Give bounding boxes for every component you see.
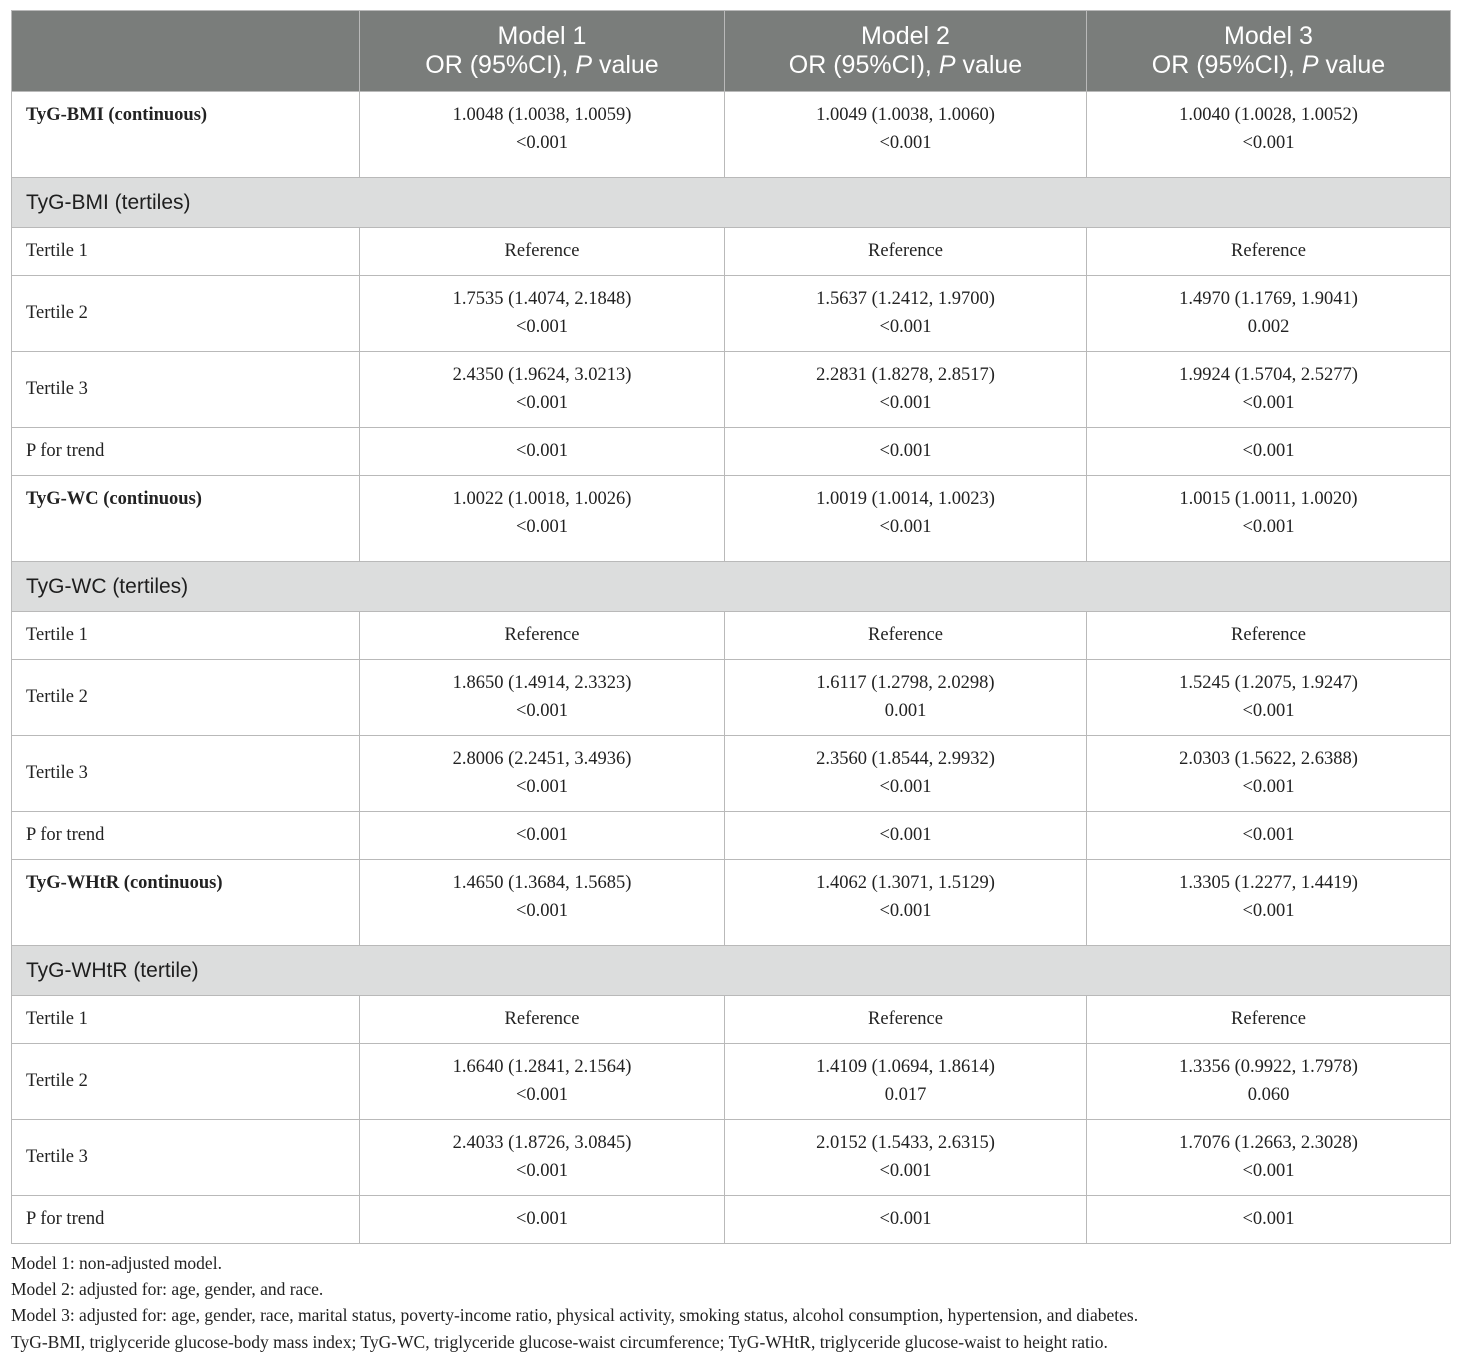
row-label: Tertile 3 <box>12 1120 360 1196</box>
row-label: TyG-WHtR (continuous) <box>12 860 360 946</box>
cell-model-3 <box>1087 92 1451 178</box>
table-row-whtr-p-trend <box>12 1196 1451 1244</box>
section-heading: TyG-WC (tertiles) <box>12 562 1451 612</box>
or-value: 1.9924 (1.5704, 2.5277) <box>1179 365 1358 385</box>
cell-model-3 <box>1087 476 1451 562</box>
or-value: 1.0040 (1.0028, 1.0052) <box>1179 105 1358 125</box>
row-label: TyG-BMI (continuous) <box>12 92 360 178</box>
cell-model-2 <box>725 476 1087 562</box>
cell-model-3: Reference <box>1087 612 1451 660</box>
or-value: 1.5637 (1.2412, 1.9700) <box>816 289 995 309</box>
cell-model-3: Reference <box>1087 228 1451 276</box>
or-value: 2.4033 (1.8726, 3.0845) <box>452 1133 632 1153</box>
header-stat-label: OR (95%CI), P value <box>788 51 1023 79</box>
cell-model-3 <box>1087 1120 1451 1196</box>
cell-model-1 <box>360 660 725 736</box>
cell-model-2: Reference <box>725 612 1087 660</box>
cell-model-2 <box>725 1044 1087 1120</box>
or-value: 2.0152 (1.5433, 2.6315) <box>816 1133 995 1153</box>
p-value: <0.001 <box>1242 1160 1295 1181</box>
p-value: <0.001 <box>1242 900 1295 921</box>
row-label: P for trend <box>12 1196 360 1244</box>
or-value: 1.7535 (1.4074, 2.1848) <box>452 289 632 309</box>
cell-model-3 <box>1087 736 1451 812</box>
odds-ratio-table <box>11 10 1451 1244</box>
row-label: TyG-WC (continuous) <box>12 476 360 562</box>
row-label: Tertile 1 <box>12 612 360 660</box>
cell-model-2 <box>725 92 1087 178</box>
or-value: 1.4109 (1.0694, 1.8614) <box>816 1057 995 1077</box>
cell-model-1: Reference <box>360 228 725 276</box>
or-value: 1.3305 (1.2277, 1.4419) <box>1179 873 1358 893</box>
cell-model-3: <0.001 <box>1087 428 1451 476</box>
p-value: <0.001 <box>1242 132 1295 153</box>
cell-model-1: Reference <box>360 996 725 1044</box>
or-value: 1.8650 (1.4914, 2.3323) <box>452 673 632 693</box>
footnote-model-3: Model 3: adjusted for: age, gender, race, marital status, poverty-income ratio, physical activity, smoking status, alcohol consumption, hypertension, and diabetes. <box>11 1305 1139 1326</box>
cell-model-1 <box>360 352 725 428</box>
or-value: 1.4970 (1.1769, 1.9041) <box>1179 289 1358 309</box>
p-value: <0.001 <box>515 1084 569 1105</box>
or-value: 1.6117 (1.2798, 2.0298) <box>816 673 995 693</box>
cell-model-2: <0.001 <box>725 428 1087 476</box>
table-row-wc-tertile-1 <box>12 612 1451 660</box>
table-header-row <box>12 11 1451 92</box>
footnote-model-2: Model 2: adjusted for: age, gender, and race. <box>11 1279 324 1300</box>
or-value: 1.4062 (1.3071, 1.5129) <box>816 873 995 893</box>
or-value: 1.7076 (1.2663, 2.3028) <box>1179 1133 1358 1153</box>
table-row-bmi-p-trend <box>12 428 1451 476</box>
cell-model-2 <box>725 860 1087 946</box>
p-value: 0.001 <box>884 700 927 721</box>
p-value: <0.001 <box>879 132 932 153</box>
cell-model-2: Reference <box>725 228 1087 276</box>
header-stat-label: OR (95%CI), P value <box>425 51 659 79</box>
cell-model-3 <box>1087 860 1451 946</box>
header-model-name: Model 3 <box>1224 22 1313 50</box>
cell-model-2: <0.001 <box>725 812 1087 860</box>
cell-model-2 <box>725 276 1087 352</box>
p-value: <0.001 <box>879 392 932 413</box>
cell-model-2 <box>725 352 1087 428</box>
p-value: <0.001 <box>515 700 569 721</box>
p-value: <0.001 <box>515 900 569 921</box>
row-label: Tertile 3 <box>12 736 360 812</box>
cell-model-3 <box>1087 1044 1451 1120</box>
table-row-wc-tertile-3 <box>12 736 1451 812</box>
row-label: Tertile 1 <box>12 996 360 1044</box>
table-row-bmi-continuous <box>12 92 1451 178</box>
or-value: 2.3560 (1.8544, 2.9932) <box>816 749 995 769</box>
table-row-wc-p-trend <box>12 812 1451 860</box>
p-value: 0.002 <box>1247 316 1290 337</box>
p-value: <0.001 <box>515 132 569 153</box>
cell-model-3 <box>1087 660 1451 736</box>
or-value: 2.2831 (1.8278, 2.8517) <box>816 365 995 385</box>
cell-model-2: <0.001 <box>725 1196 1087 1244</box>
cell-model-1: Reference <box>360 612 725 660</box>
or-value: 1.0019 (1.0014, 1.0023) <box>816 489 995 509</box>
p-value: <0.001 <box>879 316 932 337</box>
table-row-whtr-tertile-1 <box>12 996 1451 1044</box>
cell-model-2 <box>725 736 1087 812</box>
or-value: 2.8006 (2.2451, 3.4936) <box>452 749 632 769</box>
cell-model-1: <0.001 <box>360 812 725 860</box>
table-row-whtr-tertile-2 <box>12 1044 1451 1120</box>
section-row-whtr-tertile <box>12 946 1451 996</box>
row-label: P for trend <box>12 428 360 476</box>
section-heading: TyG-BMI (tertiles) <box>12 178 1451 228</box>
table-row-whtr-continuous <box>12 860 1451 946</box>
cell-model-1: <0.001 <box>360 428 725 476</box>
p-value: <0.001 <box>879 776 932 797</box>
row-label: Tertile 2 <box>12 660 360 736</box>
or-value: 1.6640 (1.2841, 2.1564) <box>452 1057 632 1077</box>
or-value: 1.3356 (0.9922, 1.7978) <box>1179 1057 1358 1077</box>
row-label: Tertile 2 <box>12 276 360 352</box>
p-value: 0.017 <box>884 1084 927 1105</box>
row-label: Tertile 1 <box>12 228 360 276</box>
table-row-wc-continuous <box>12 476 1451 562</box>
cell-model-3 <box>1087 352 1451 428</box>
cell-model-2 <box>725 1120 1087 1196</box>
header-empty-cell <box>12 11 360 92</box>
table-row-wc-tertile-2 <box>12 660 1451 736</box>
cell-model-3 <box>1087 276 1451 352</box>
p-value: <0.001 <box>1242 516 1295 537</box>
section-heading: TyG-WHtR (tertile) <box>12 946 1451 996</box>
p-value: <0.001 <box>879 516 932 537</box>
results-table-container <box>11 10 1450 1355</box>
header-model-1 <box>360 11 725 92</box>
table-row-bmi-tertile-1 <box>12 228 1451 276</box>
section-row-wc-tertiles <box>12 562 1451 612</box>
cell-model-2: Reference <box>725 996 1087 1044</box>
p-value: <0.001 <box>879 900 932 921</box>
table-row-bmi-tertile-2 <box>12 276 1451 352</box>
header-model-3 <box>1087 11 1451 92</box>
row-label: Tertile 2 <box>12 1044 360 1120</box>
cell-model-1 <box>360 736 725 812</box>
cell-model-1 <box>360 1044 725 1120</box>
p-value: <0.001 <box>1242 392 1295 413</box>
footnote-model-1: Model 1: non-adjusted model. <box>11 1253 222 1273</box>
cell-model-1 <box>360 860 725 946</box>
p-value: <0.001 <box>515 516 569 537</box>
or-value: 1.0048 (1.0038, 1.0059) <box>452 105 632 125</box>
or-value: 1.0015 (1.0011, 1.0020) <box>1179 489 1358 509</box>
header-stat-label: OR (95%CI), P value <box>1151 51 1386 79</box>
cell-model-1: <0.001 <box>360 1196 725 1244</box>
table-row-bmi-tertile-3 <box>12 352 1451 428</box>
header-model-name: Model 1 <box>497 22 587 50</box>
p-value: <0.001 <box>515 316 569 337</box>
row-label: P for trend <box>12 812 360 860</box>
cell-model-1 <box>360 1120 725 1196</box>
footnote-abbreviations: TyG-BMI, triglyceride glucose-body mass index; TyG-WC, triglyceride glucose-waist circumference; TyG-WHtR, triglyceride glucose-waist to height ratio. <box>11 1331 1108 1352</box>
p-value: 0.060 <box>1247 1084 1290 1105</box>
or-value: 2.0303 (1.5622, 2.6388) <box>1179 749 1358 769</box>
cell-model-3: <0.001 <box>1087 812 1451 860</box>
p-value: <0.001 <box>515 1160 569 1181</box>
p-value: <0.001 <box>1242 776 1295 797</box>
header-model-2 <box>725 11 1087 92</box>
cell-model-1 <box>360 476 725 562</box>
p-value: <0.001 <box>879 1160 932 1181</box>
cell-model-3: Reference <box>1087 996 1451 1044</box>
p-value: <0.001 <box>515 776 569 797</box>
cell-model-2 <box>725 660 1087 736</box>
table-footnotes <box>11 1250 1450 1355</box>
or-value: 1.5245 (1.2075, 1.9247) <box>1179 673 1358 693</box>
p-value: <0.001 <box>1242 700 1295 721</box>
or-value: 1.0049 (1.0038, 1.0060) <box>816 105 995 125</box>
or-value: 1.0022 (1.0018, 1.0026) <box>452 489 632 509</box>
cell-model-3: <0.001 <box>1087 1196 1451 1244</box>
header-model-name: Model 2 <box>861 22 950 50</box>
or-value: 2.4350 (1.9624, 3.0213) <box>452 365 632 385</box>
row-label: Tertile 3 <box>12 352 360 428</box>
section-row-bmi-tertiles <box>12 178 1451 228</box>
table-row-whtr-tertile-3 <box>12 1120 1451 1196</box>
cell-model-1 <box>360 276 725 352</box>
or-value: 1.4650 (1.3684, 1.5685) <box>452 873 632 893</box>
p-value: <0.001 <box>515 392 569 413</box>
cell-model-1 <box>360 92 725 178</box>
